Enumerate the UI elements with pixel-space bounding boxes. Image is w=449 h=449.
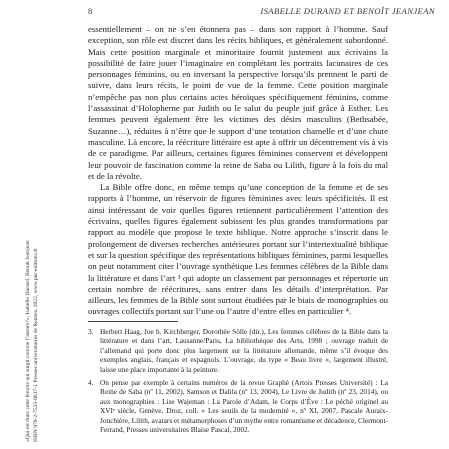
- footnote: [88, 327, 388, 374]
- side-copyright-notice: [24, 240, 80, 442]
- footnote-number: 3.: [88, 327, 94, 336]
- footnote-text: On pense par exemple à certains numéros de la revue Graphè (Artois Presses Université) : La Reine de Saba (nº 11, 2002), Samson et Dalila (nº 13, 2004), Le Livre de Judith (nº 23, 2014), ou aux monographies : Lise Wajeman : La Parole d’Adam, le Corps d’Ève : Le péché originel au XVIᵉ siècle, Genève, Droz, coll. « Les seuils de la modernité », nº XI, 2007, Pascale Auraix-Jonchière, Lilith, avatars et métamorphoses d’un mythe entre romantisme et décadence, Clermont-Ferrand, Presses universitaires Blaise Pascal, 2002.: [100, 378, 388, 435]
- footnote: [88, 378, 388, 434]
- side-notice-line: ISBN 978-2-7535-8617-1 Presses universitaires de Rennes, 2022, www.pur-editions.fr: [33, 248, 40, 442]
- running-head: ISABELLE DURAND ET BENOÎT JEANJEAN: [260, 6, 435, 16]
- footnotes: [88, 327, 388, 438]
- footnote-rule: [88, 321, 178, 322]
- main-text: [88, 24, 388, 318]
- side-notice-line: «Qui est donc cette femme qui surgit comme l’aurore?», Isabelle Durand, Benoît Jeanjean: [25, 240, 31, 442]
- footnote-text: Herbert Haag, Joe h. Kirchberger, Dorothée Sölle (dir.), Les femmes célèbres de la Bible dans la littérature et dans l’art, Lausanne/Paris, La bibliothèque des Arts, 1998 ; ouvrage traduit de l’allemand qui porte donc plus largement sur la littérature allemande, même s’il évoque des exemples anglais, français et espagnols. L’ouvrage, du type « Beau livre », largement illustré, laisse une place importante à la peinture.: [100, 327, 388, 374]
- body-paragraph: La Bible offre donc, en même temps qu’une conception de la femme et de ses rapports à l’homme, un réservoir de figures féminines avec leurs spécificités. Il est ainsi intéressant de voir quelles figures retiennent particulièrement l’attention des écrivains, quelles figures également subissent les plus grandes transformations par rapport au modèle que propose le texte biblique. Notre approche s’inscrit dans le prolongement de diverses recherches antérieures portant sur l’intertextualité biblique et sur la question spécifique des représentations bibliques féminines, parmi lesquelles on peut notamment citer l’ouvrage synthétique Les femmes célèbres de la Bible dans la littérature et dans l’art ³ qui adopte un classement par personnages et répertorie un certain nombre de réécritures, sans entrer dans les détails d’interprétation. Par ailleurs, les femmes de la Bible sont surtout étudiées par le biais de monographies ou ouvrages collectifs portant sur l’une ou l’autre d’entre elles en particulier ⁴.: [88, 182, 388, 317]
- body-paragraph: essentiellement – on ne s’en étonnera pas – dans son rapport à l’homme. Sauf exception, son rôle est discret dans les récits bibliques, et généralement subordonné. Mais cette position marginale et minoritaire fournit justement aux écrivains la possibilité de faire jouer l’imaginaire en complétant les portraits lacunaires de ces personnages féminins, ou en inversant la perspective lorsqu’ils prennent le parti de suivre, dans leurs récits, le point de vue de la femme. Cette position marginale n’empêche pas non plus certains actes héroïques spécifiquement féminins, comme l’assassinat d’Holopherne par Judith ou le salut du peuple juif grâce à Esther. Les femmes peuvent également être les victimes des désirs masculins (Bethsabée, Suzanne…), réduites à n’être que le support d’une tentation charnelle et d’une chute masculine. Là encore, la réécriture littéraire est apte à offrir un décentrement vis à vis de ce paradigme. Par ailleurs, certaines figures féminines conservent et développent leur pouvoir de fascination comme la reine de Saba ou Lilith, figure à la fois du mal et de la révolte.: [88, 24, 388, 181]
- page-number: 8: [88, 6, 93, 16]
- page-header: [88, 6, 435, 16]
- footnote-number: 4.: [88, 378, 94, 388]
